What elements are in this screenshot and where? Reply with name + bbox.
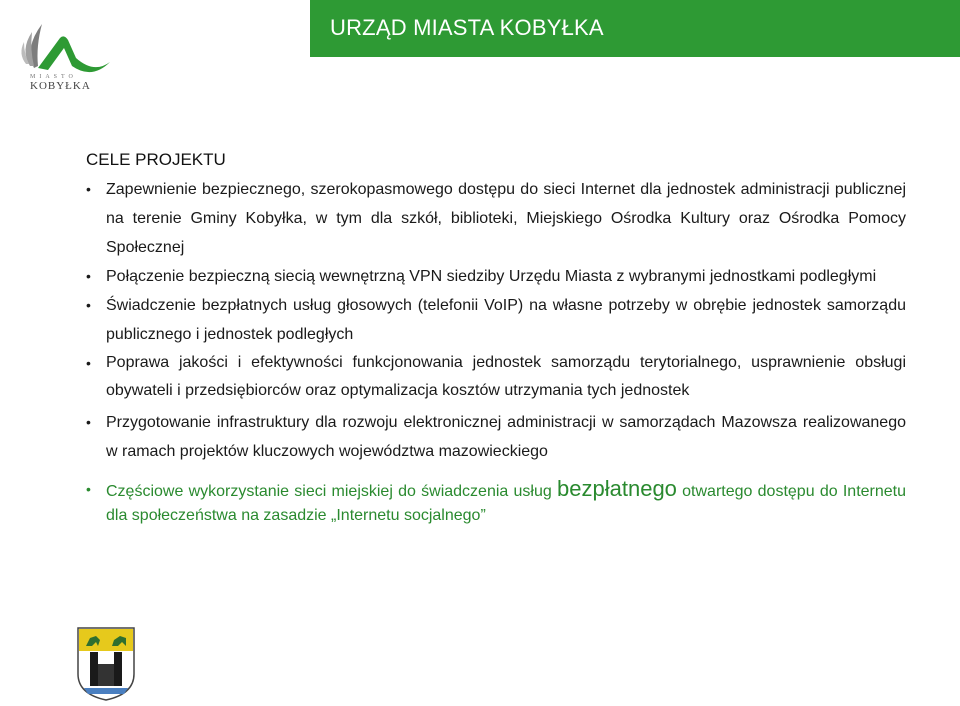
list-item: • Przygotowanie infrastruktury dla rozwoju elektronicznej administracji w samorządach Mazowsza realizowanego w ramach projektów kluczowych województwa mazowieckiego xyxy=(86,408,906,466)
bullet-icon: • xyxy=(86,297,91,313)
bullet-icon: • xyxy=(86,414,91,430)
logo-subtitle: MIASTO xyxy=(30,74,77,80)
list-item: • Świadczenie bezpłatnych usług głosowych (telefonii VoIP) na własne potrzeby w obrębie jednostek samorządu publicznego i jednostek podległych xyxy=(86,291,906,349)
bullet-icon: • xyxy=(86,181,91,197)
header-bar xyxy=(310,0,960,57)
goals-list xyxy=(86,175,906,528)
list-item-highlighted: • Częściowe wykorzystanie sieci miejskiej do świadczenia usług bezpłatnego otwartego dostępu do Internetu dla społeczeństwa na zasadzie „Internetu socjalnego” xyxy=(86,476,907,524)
logo-name: KOBYŁKA xyxy=(30,80,91,92)
section-title: CELE PROJEKTU xyxy=(86,150,226,169)
page-title: URZĄD MIASTA KOBYŁKA xyxy=(330,15,604,40)
emphasis-text: bezpłatnego xyxy=(557,476,677,501)
kobylka-coat-of-arms-icon xyxy=(76,626,136,701)
list-item: • Poprawa jakości i efektywności funkcjonowania jednostek samorządu terytorialnego, usprawnienie obsługi obywateli i przedsiębiorców oraz optymalizacja kosztów utrzymania tych jednostek xyxy=(86,349,906,405)
bullet-icon: • xyxy=(86,268,91,284)
bullet-icon: • xyxy=(86,355,91,371)
list-item: • Zapewnienie bezpiecznego, szerokopasmowego dostępu do sieci Internet dla jednostek administracji publicznej na terenie Gminy Kobyłka, w tym dla szkół, biblioteki, Miejskiego Ośrodka Kultury oraz Ośrodka Pomocy Społecznej xyxy=(86,175,906,262)
bullet-icon: • xyxy=(86,481,91,497)
list-item: • Połączenie bezpieczną siecią wewnętrzną VPN siedziby Urzędu Miasta z wybranymi jednostkami podległymi xyxy=(86,262,906,291)
